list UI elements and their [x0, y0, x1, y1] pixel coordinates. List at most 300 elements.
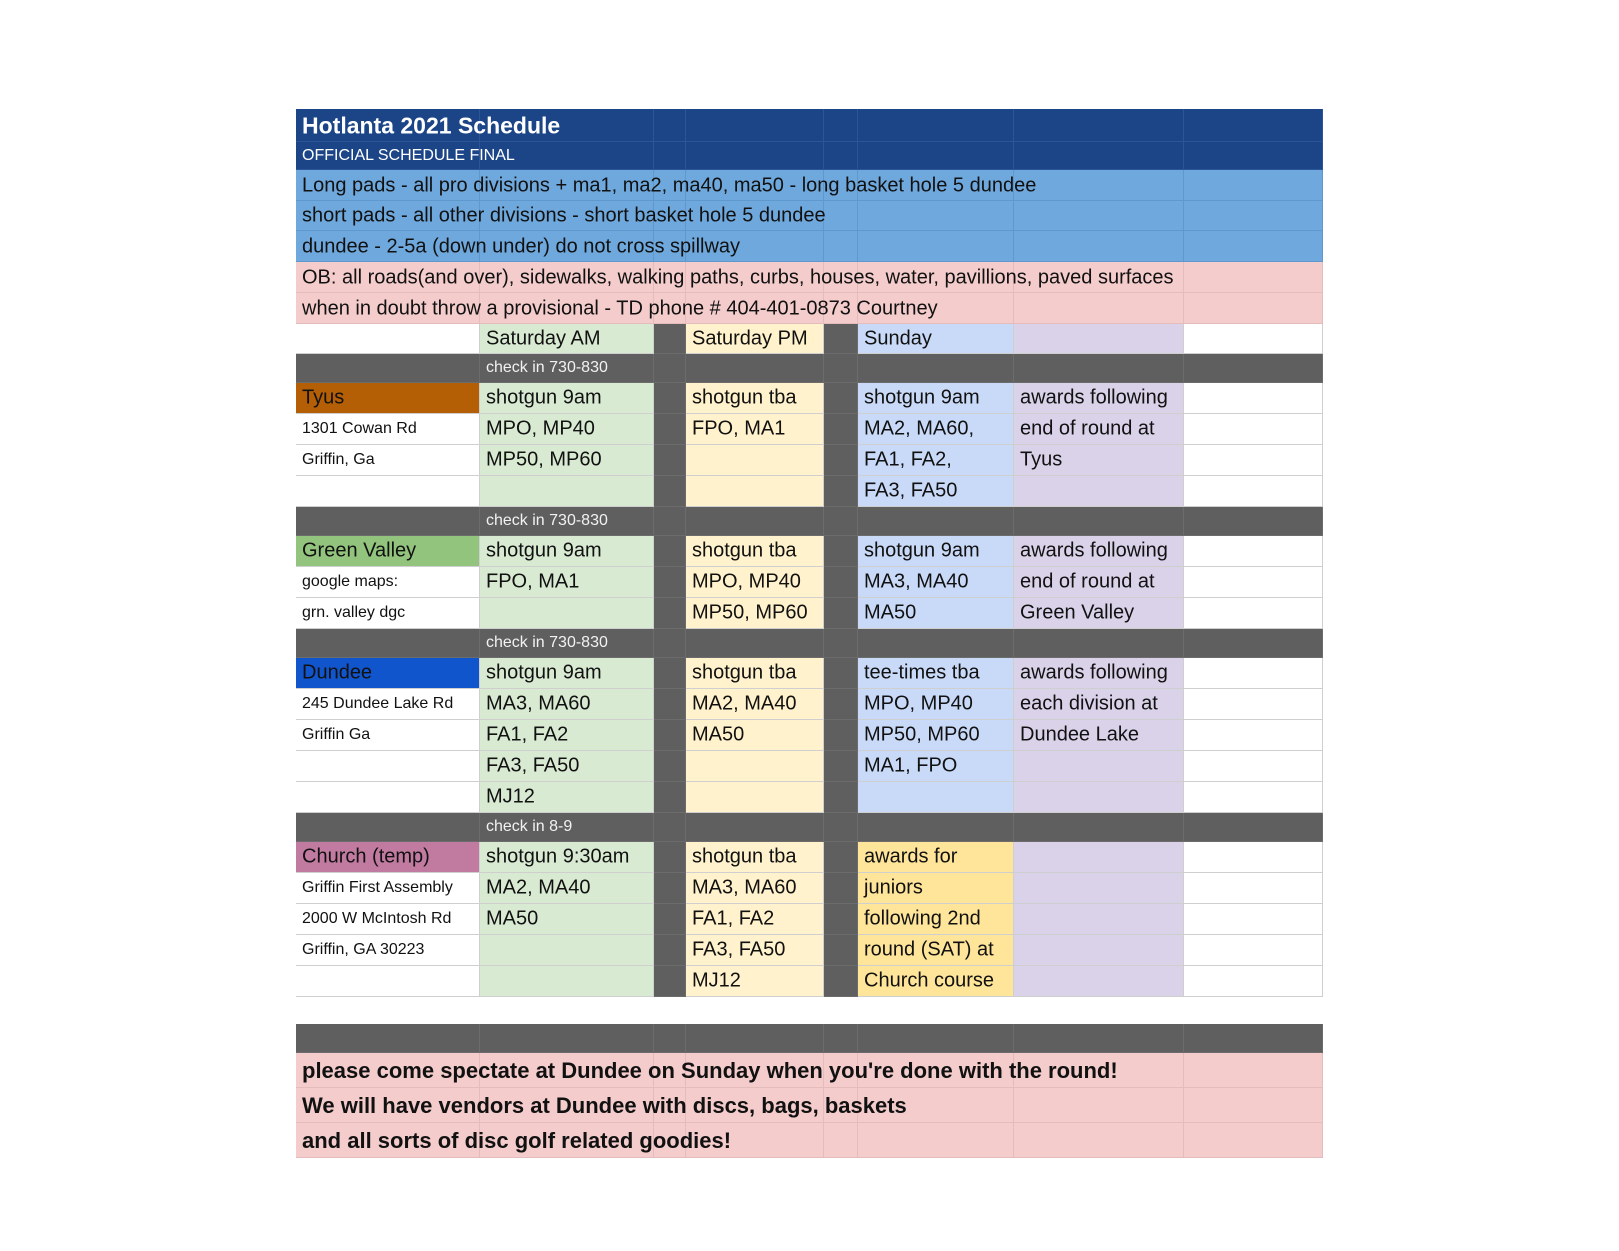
course-row-cell[interactable] [858, 383, 1014, 414]
course-row-cell[interactable] [296, 904, 480, 935]
footer-separator-row [296, 1024, 1323, 1053]
course-row-cell[interactable] [296, 782, 480, 813]
course-row-cell[interactable] [296, 873, 480, 904]
course-row-cell[interactable] [480, 536, 654, 567]
sunday-value: juniors [864, 876, 923, 899]
subtitle-row-cell[interactable] [1014, 142, 1184, 170]
footer-separator-cell[interactable] [858, 1024, 1014, 1053]
course-row-cell[interactable] [686, 842, 824, 873]
dundee-note-row-cell[interactable] [1184, 231, 1323, 262]
checkin-cell[interactable] [654, 813, 686, 842]
checkin-cell[interactable] [1184, 629, 1323, 658]
course-row-cell[interactable] [654, 966, 686, 997]
course-row-cell[interactable] [296, 720, 480, 751]
course-row-cell[interactable] [686, 383, 824, 414]
course-row-cell[interactable] [824, 782, 858, 813]
course-row-cell[interactable] [858, 935, 1014, 966]
course-row-cell[interactable] [1184, 536, 1323, 567]
saturday-am-value: FA3, FA50 [486, 754, 580, 777]
checkin-cell[interactable] [1184, 354, 1323, 383]
ob-note-row [296, 262, 1323, 293]
footer-row-cell[interactable] [858, 1123, 1014, 1158]
subtitle-row-cell[interactable] [686, 142, 824, 170]
checkin-time: check in 730-830 [486, 512, 608, 529]
checkin-cell[interactable] [654, 354, 686, 383]
course-row-cell[interactable] [858, 720, 1014, 751]
saturday-am-value: MA2, MA40 [486, 876, 591, 899]
saturday-pm-value: shotgun tba [692, 386, 797, 409]
column-header-saturday-pm: Saturday PM [692, 327, 808, 349]
course-name-dundee: Dundee [302, 661, 373, 684]
course-row-cell[interactable] [1014, 658, 1184, 689]
course-info: Griffin First Assembly [302, 879, 453, 896]
course-row-cell[interactable] [858, 782, 1014, 813]
awards-value: Dundee Lake [1020, 723, 1139, 746]
course-row-cell[interactable] [654, 445, 686, 476]
course-row-cell[interactable] [654, 720, 686, 751]
course-row [296, 598, 1323, 629]
checkin-cell[interactable] [654, 507, 686, 536]
course-row-cell[interactable] [1014, 445, 1184, 476]
provisional-note-row-cell[interactable] [1184, 293, 1323, 324]
course-row-cell[interactable] [296, 658, 480, 689]
course-row [296, 720, 1323, 751]
footer-separator-cell[interactable] [296, 1024, 480, 1053]
course-row-cell[interactable] [480, 842, 654, 873]
course-row-cell[interactable] [686, 966, 824, 997]
course-row [296, 383, 1323, 414]
checkin-cell[interactable] [824, 507, 858, 536]
saturday-pm-value: FA1, FA2 [692, 907, 775, 930]
saturday-pm-value: shotgun tba [692, 661, 797, 684]
course-row-cell[interactable] [686, 782, 824, 813]
long-pads-note: Long pads - all pro divisions + ma1, ma2, ma40, ma50 - long basket hole 5 dundee [302, 174, 1037, 196]
course-row-cell[interactable] [1014, 536, 1184, 567]
checkin-row-church [296, 813, 1323, 842]
course-row-cell[interactable] [858, 689, 1014, 720]
footer-separator-cell[interactable] [480, 1024, 654, 1053]
course-info: Griffin, Ga [302, 451, 375, 468]
sunday-value: Church course [864, 969, 995, 992]
course-row-cell[interactable] [654, 658, 686, 689]
course-row-cell[interactable] [1184, 445, 1323, 476]
checkin-cell[interactable] [296, 507, 480, 536]
course-row-cell[interactable] [1014, 567, 1184, 598]
schedule-sheet [296, 109, 1323, 1153]
awards-value: each division at [1020, 692, 1158, 715]
course-row [296, 536, 1323, 567]
short-pads-note-row-cell[interactable] [858, 201, 1014, 231]
course-row-cell[interactable] [1014, 476, 1184, 507]
course-row-cell[interactable] [1014, 873, 1184, 904]
saturday-am-value: shotgun 9am [486, 539, 602, 562]
course-row-cell[interactable] [686, 658, 824, 689]
course-row-cell[interactable] [480, 598, 654, 629]
course-info: grn. valley dgc [302, 604, 406, 621]
checkin-cell[interactable] [858, 354, 1014, 383]
course-row-cell[interactable] [824, 751, 858, 782]
checkin-time: check in 730-830 [486, 634, 608, 651]
checkin-cell[interactable] [1184, 813, 1323, 842]
course-row-cell[interactable] [686, 414, 824, 445]
sunday-value: MA1, FPO [864, 754, 958, 777]
sunday-value: FA1, FA2, [864, 448, 952, 471]
course-row-cell[interactable] [654, 689, 686, 720]
course-row-cell[interactable] [296, 536, 480, 567]
short-pads-note-row-cell[interactable] [1014, 201, 1184, 231]
column-header-row [296, 324, 1323, 354]
footer-separator-cell[interactable] [824, 1024, 858, 1053]
checkin-cell[interactable] [1014, 813, 1184, 842]
course-row-cell[interactable] [296, 414, 480, 445]
short-pads-note-row-cell[interactable] [1184, 201, 1323, 231]
course-row-cell[interactable] [1184, 782, 1323, 813]
course-row-cell[interactable] [686, 873, 824, 904]
course-row-cell[interactable] [858, 536, 1014, 567]
checkin-cell[interactable] [858, 629, 1014, 658]
title-row-cell[interactable] [686, 109, 824, 142]
title-row-cell[interactable] [824, 109, 858, 142]
course-row-cell[interactable] [296, 383, 480, 414]
provisional-note-row-cell[interactable] [1014, 293, 1184, 324]
course-row-cell[interactable] [654, 904, 686, 935]
footer-separator-cell[interactable] [686, 1024, 824, 1053]
footer-separator-cell[interactable] [1014, 1024, 1184, 1053]
course-row-cell[interactable] [1014, 782, 1184, 813]
course-row-cell[interactable] [654, 536, 686, 567]
footer-row-cell[interactable] [824, 1123, 858, 1158]
course-name-green-valley: Green Valley [302, 539, 417, 562]
saturday-pm-value: FA3, FA50 [692, 938, 786, 961]
course-row-cell[interactable] [824, 873, 858, 904]
course-row-cell[interactable] [480, 567, 654, 598]
footer-separator-cell[interactable] [654, 1024, 686, 1053]
course-row-cell[interactable] [824, 414, 858, 445]
course-row-cell[interactable] [824, 966, 858, 997]
checkin-row-tyus [296, 354, 1323, 383]
checkin-cell[interactable] [686, 629, 824, 658]
course-row-cell[interactable] [480, 414, 654, 445]
awards-value: awards following [1020, 539, 1168, 562]
dundee-note: dundee - 2-5a (down under) do not cross spillway [302, 235, 741, 257]
title-row-cell[interactable] [654, 109, 686, 142]
checkin-cell[interactable] [824, 354, 858, 383]
course-row-cell[interactable] [686, 536, 824, 567]
sunday-value: following 2nd [864, 907, 981, 930]
footer-row [296, 1088, 1323, 1123]
checkin-cell[interactable] [480, 354, 654, 383]
course-row-cell[interactable] [824, 689, 858, 720]
footer-separator-cell[interactable] [1184, 1024, 1323, 1053]
course-row-cell[interactable] [480, 782, 654, 813]
checkin-cell[interactable] [686, 507, 824, 536]
saturday-pm-value: MJ12 [692, 969, 741, 992]
course-row-cell[interactable] [654, 567, 686, 598]
course-row-cell[interactable] [858, 598, 1014, 629]
course-row-cell[interactable] [296, 689, 480, 720]
long-pads-note-row-cell[interactable] [1184, 170, 1323, 201]
course-row-cell[interactable] [686, 751, 824, 782]
checkin-cell[interactable] [1014, 507, 1184, 536]
checkin-cell[interactable] [296, 629, 480, 658]
dundee-note-row-cell[interactable] [1014, 231, 1184, 262]
checkin-time: check in 730-830 [486, 359, 608, 376]
checkin-cell[interactable] [1184, 507, 1323, 536]
course-row-cell[interactable] [824, 904, 858, 935]
course-row-cell[interactable] [480, 751, 654, 782]
footer-row [296, 1053, 1323, 1088]
footer-line-1: please come spectate at Dundee on Sunday when you're done with the round! [302, 1057, 1118, 1083]
course-row-cell[interactable] [858, 476, 1014, 507]
course-row-cell[interactable] [1184, 935, 1323, 966]
course-row [296, 689, 1323, 720]
course-row-cell[interactable] [480, 445, 654, 476]
column-header-cell[interactable] [654, 324, 686, 354]
course-info: Griffin Ga [302, 726, 371, 743]
subtitle-row [296, 142, 1323, 170]
checkin-cell[interactable] [480, 507, 654, 536]
course-row-cell[interactable] [858, 658, 1014, 689]
footer-line-3: and all sorts of disc golf related goodies! [302, 1127, 732, 1153]
footer-row-cell[interactable] [1184, 1123, 1323, 1158]
course-row-cell[interactable] [1184, 966, 1323, 997]
saturday-pm-value: FPO, MA1 [692, 417, 786, 440]
checkin-cell[interactable] [686, 354, 824, 383]
awards-value: end of round at [1020, 417, 1155, 440]
course-row-cell[interactable] [858, 873, 1014, 904]
course-row-cell[interactable] [824, 935, 858, 966]
course-row-cell[interactable] [858, 567, 1014, 598]
subtitle-row-cell[interactable] [824, 142, 858, 170]
course-row-cell[interactable] [686, 720, 824, 751]
course-row-cell[interactable] [686, 689, 824, 720]
dundee-note-row [296, 231, 1323, 262]
course-row-cell[interactable] [858, 414, 1014, 445]
course-row-cell[interactable] [480, 935, 654, 966]
course-row-cell[interactable] [824, 383, 858, 414]
course-row [296, 966, 1323, 997]
footer-row-cell[interactable] [1014, 1088, 1184, 1123]
course-row [296, 904, 1323, 935]
course-row-cell[interactable] [824, 598, 858, 629]
footer-row-cell[interactable] [1184, 1088, 1323, 1123]
sunday-value: MA2, MA60, [864, 417, 975, 440]
course-row-cell[interactable] [1014, 689, 1184, 720]
course-row-cell[interactable] [824, 567, 858, 598]
course-row-cell[interactable] [686, 904, 824, 935]
long-pads-note-row [296, 170, 1323, 201]
course-row-cell[interactable] [686, 476, 824, 507]
saturday-pm-value: MP50, MP60 [692, 601, 808, 624]
course-row-cell[interactable] [480, 873, 654, 904]
course-row-cell[interactable] [1014, 751, 1184, 782]
footer-row-cell[interactable] [1184, 1053, 1323, 1088]
column-header-cell[interactable] [296, 324, 480, 354]
sunday-value: tee-times tba [864, 661, 980, 684]
course-row-cell[interactable] [1184, 567, 1323, 598]
course-row-cell[interactable] [654, 873, 686, 904]
course-row-cell[interactable] [654, 383, 686, 414]
title-row-cell[interactable] [1184, 109, 1323, 142]
ob-note: OB: all roads(and over), sidewalks, walking paths, curbs, houses, water, pavillions, paved surfaces [302, 266, 1174, 288]
course-row-cell[interactable] [654, 935, 686, 966]
saturday-pm-value: shotgun tba [692, 539, 797, 562]
course-row-cell[interactable] [296, 598, 480, 629]
course-row-cell[interactable] [480, 476, 654, 507]
course-row-cell[interactable] [686, 598, 824, 629]
checkin-cell[interactable] [824, 629, 858, 658]
course-row [296, 445, 1323, 476]
course-row-cell[interactable] [296, 966, 480, 997]
saturday-am-value: MA3, MA60 [486, 692, 591, 715]
course-row-cell[interactable] [858, 842, 1014, 873]
checkin-cell[interactable] [1014, 629, 1184, 658]
course-row-cell[interactable] [1184, 689, 1323, 720]
short-pads-note-row-cell[interactable] [824, 201, 858, 231]
course-row-cell[interactable] [686, 567, 824, 598]
course-info: Griffin, GA 30223 [302, 941, 425, 958]
course-row-cell[interactable] [858, 904, 1014, 935]
course-row-cell[interactable] [1184, 904, 1323, 935]
checkin-cell[interactable] [480, 813, 654, 842]
course-row-cell[interactable] [1184, 383, 1323, 414]
subtitle-row-cell[interactable] [1184, 142, 1323, 170]
course-row-cell[interactable] [1014, 904, 1184, 935]
course-row-cell[interactable] [654, 414, 686, 445]
course-row [296, 567, 1323, 598]
column-header-cell[interactable] [1184, 324, 1323, 354]
sunday-value: MA3, MA40 [864, 570, 969, 593]
course-row-cell[interactable] [824, 658, 858, 689]
checkin-cell[interactable] [824, 813, 858, 842]
checkin-cell[interactable] [858, 813, 1014, 842]
footer-row-cell[interactable] [1014, 1123, 1184, 1158]
course-row-cell[interactable] [654, 842, 686, 873]
course-row-cell[interactable] [1014, 842, 1184, 873]
checkin-cell[interactable] [296, 354, 480, 383]
saturday-am-value: MPO, MP40 [486, 417, 595, 440]
awards-value: awards following [1020, 661, 1168, 684]
course-row-cell[interactable] [296, 476, 480, 507]
ob-note-row-cell[interactable] [1184, 262, 1323, 293]
course-row-cell[interactable] [1014, 966, 1184, 997]
course-row-cell[interactable] [296, 842, 480, 873]
course-row-cell[interactable] [1184, 476, 1323, 507]
course-row-cell[interactable] [1184, 842, 1323, 873]
course-row-cell[interactable] [296, 445, 480, 476]
column-header-cell[interactable] [858, 324, 1014, 354]
course-row-cell[interactable] [686, 445, 824, 476]
course-row-cell[interactable] [480, 658, 654, 689]
course-row-cell[interactable] [480, 689, 654, 720]
column-header-cell[interactable] [1014, 324, 1184, 354]
course-row-cell[interactable] [1184, 598, 1323, 629]
footer-row [296, 1123, 1323, 1158]
dundee-note-row-cell[interactable] [824, 231, 858, 262]
saturday-am-value: FPO, MA1 [486, 570, 580, 593]
title-row [296, 109, 1323, 142]
course-row-cell[interactable] [1014, 720, 1184, 751]
course-row [296, 873, 1323, 904]
course-row-cell[interactable] [654, 476, 686, 507]
course-row-cell[interactable] [1014, 598, 1184, 629]
course-row-cell[interactable] [296, 935, 480, 966]
page-title: Hotlanta 2021 Schedule [302, 112, 561, 138]
course-row-cell[interactable] [654, 598, 686, 629]
sunday-value: shotgun 9am [864, 386, 980, 409]
subtitle-row-cell[interactable] [654, 142, 686, 170]
saturday-pm-value: shotgun tba [692, 845, 797, 868]
course-row-cell[interactable] [824, 445, 858, 476]
course-row-cell[interactable] [858, 751, 1014, 782]
column-header-cell[interactable] [480, 324, 654, 354]
course-row [296, 782, 1323, 813]
course-row-cell[interactable] [1014, 383, 1184, 414]
course-row [296, 414, 1323, 445]
checkin-cell[interactable] [686, 813, 824, 842]
course-row-cell[interactable] [824, 842, 858, 873]
provisional-note-row [296, 293, 1323, 324]
saturday-am-value: shotgun 9am [486, 386, 602, 409]
course-row-cell[interactable] [824, 476, 858, 507]
course-row-cell[interactable] [858, 445, 1014, 476]
course-row-cell[interactable] [480, 904, 654, 935]
saturday-pm-value: MA3, MA60 [692, 876, 797, 899]
course-row-cell[interactable] [480, 383, 654, 414]
short-pads-note-row [296, 201, 1323, 231]
title-row-cell[interactable] [1014, 109, 1184, 142]
sunday-value: shotgun 9am [864, 539, 980, 562]
dundee-note-row-cell[interactable] [858, 231, 1014, 262]
checkin-cell[interactable] [858, 507, 1014, 536]
saturday-pm-value: MA50 [692, 723, 745, 746]
column-header-cell[interactable] [824, 324, 858, 354]
checkin-cell[interactable] [1014, 354, 1184, 383]
page-subtitle: OFFICIAL SCHEDULE FINAL [302, 147, 515, 164]
course-row-cell[interactable] [296, 567, 480, 598]
saturday-pm-value: MA2, MA40 [692, 692, 797, 715]
course-row-cell[interactable] [824, 536, 858, 567]
course-row-cell[interactable] [686, 935, 824, 966]
course-row-cell[interactable] [1184, 751, 1323, 782]
course-row-cell[interactable] [296, 751, 480, 782]
course-row-cell[interactable] [480, 966, 654, 997]
course-row-cell[interactable] [858, 966, 1014, 997]
column-header-cell[interactable] [686, 324, 824, 354]
course-row-cell[interactable] [1184, 873, 1323, 904]
title-row-cell[interactable] [858, 109, 1014, 142]
column-header-saturday-am: Saturday AM [486, 327, 601, 349]
subtitle-row-cell[interactable] [858, 142, 1014, 170]
course-row-cell[interactable] [1014, 935, 1184, 966]
course-row-cell[interactable] [1014, 414, 1184, 445]
awards-value: Green Valley [1020, 601, 1135, 624]
course-row-cell[interactable] [654, 782, 686, 813]
course-row-cell[interactable] [824, 720, 858, 751]
course-row-cell[interactable] [1184, 720, 1323, 751]
long-pads-note-row-cell[interactable] [1014, 170, 1184, 201]
course-row [296, 935, 1323, 966]
course-row-cell[interactable] [1184, 658, 1323, 689]
course-row-cell[interactable] [654, 751, 686, 782]
course-row-cell[interactable] [1184, 414, 1323, 445]
checkin-cell[interactable] [654, 629, 686, 658]
checkin-cell[interactable] [480, 629, 654, 658]
course-row-cell[interactable] [480, 720, 654, 751]
checkin-cell[interactable] [296, 813, 480, 842]
sunday-value: round (SAT) at [864, 938, 994, 961]
short-pads-note: short pads - all other divisions - short basket hole 5 dundee [302, 204, 826, 227]
